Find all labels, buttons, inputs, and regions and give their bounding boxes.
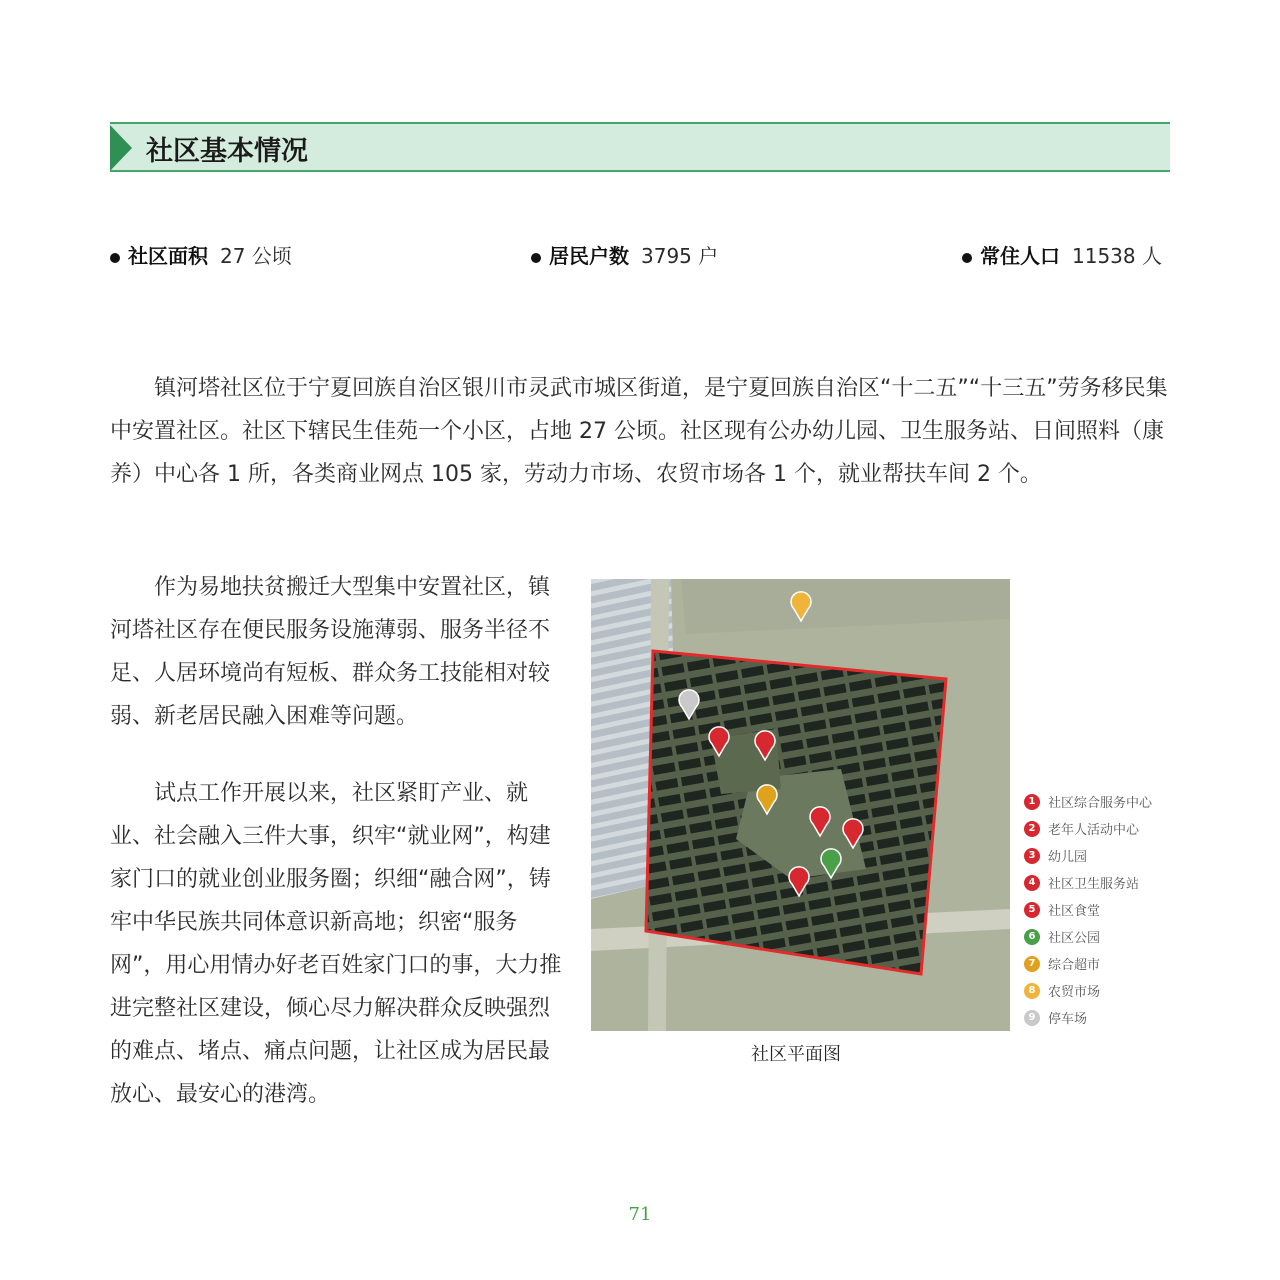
stat-households-value: 3795 户 bbox=[641, 244, 719, 268]
stat-households-label: 居民户数 bbox=[549, 244, 629, 268]
legend-marker-icon: 9 bbox=[1024, 1010, 1040, 1026]
stat-population bbox=[962, 240, 1162, 269]
legend-marker-icon: 1 bbox=[1024, 794, 1040, 810]
stat-area-value: 27 公顷 bbox=[220, 244, 292, 268]
page-number: 71 bbox=[628, 1204, 652, 1225]
legend-item: 4 社区卫生服务站 bbox=[1024, 869, 1152, 896]
legend-marker-icon: 6 bbox=[1024, 929, 1040, 945]
stat-population-value: 11538 人 bbox=[1072, 244, 1162, 268]
stat-area bbox=[110, 240, 292, 269]
legend-marker-icon: 8 bbox=[1024, 983, 1040, 999]
legend-item: 2 老年人活动中心 bbox=[1024, 815, 1152, 842]
paragraph-problems: 作为易地扶贫搬迁大型集中安置社区，镇河塔社区存在便民服务设施薄弱、服务半径不足、人居环境尚有短板、群众务工技能相对较弱、新老居民融入困难等问题。 bbox=[110, 575, 551, 729]
bullet-icon bbox=[531, 253, 541, 263]
paragraph-work: 试点工作开展以来，社区紧盯产业、就业、社会融入三件大事，织牢“就业网”，构建家门口的就业创业服务圈；织细“融合网”，铸牢中华民族共同体意识新高地；织密“服务网”，用心用情办好老百姓家门口的事，大力推进完整社区建设，倾心尽力解决群众反映强烈的难点、堵点、痛点问题，让社区成为居民最放心、最安心的港湾。 bbox=[110, 781, 562, 1107]
legend-item: 7 综合超市 bbox=[1024, 950, 1152, 977]
legend-item: 9 停车场 bbox=[1024, 1004, 1152, 1031]
legend-item: 8 农贸市场 bbox=[1024, 977, 1152, 1004]
bullet-icon bbox=[110, 253, 120, 263]
legend-marker-icon: 2 bbox=[1024, 821, 1040, 837]
legend-marker-icon: 3 bbox=[1024, 848, 1040, 864]
paragraph-intro: 镇河塔社区位于宁夏回族自治区银川市灵武市城区街道，是宁夏回族自治区“十二五”“十三五”劳务移民集中安置社区。社区下辖民生佳苑一个小区，占地 27 公顷。社区现有公办幼儿园、卫生服务站、日间照料（康养）中心各 1 所，各类商业网点 105 家，劳动力市场、农贸市场各 1 个，就业帮扶车间 2 个。 bbox=[110, 376, 1168, 487]
community-map bbox=[591, 579, 1010, 1031]
stat-population-label: 常住人口 bbox=[980, 244, 1060, 268]
section-title: 社区基本情况 bbox=[146, 136, 308, 167]
bullet-icon bbox=[962, 253, 972, 263]
map-image bbox=[591, 579, 1010, 1031]
legend-marker-icon: 7 bbox=[1024, 956, 1040, 972]
legend-item: 3 幼儿园 bbox=[1024, 842, 1152, 869]
legend-item: 5 社区食堂 bbox=[1024, 896, 1152, 923]
section-arrow-icon bbox=[110, 125, 132, 171]
legend-marker-icon: 4 bbox=[1024, 875, 1040, 891]
stat-households bbox=[531, 240, 718, 269]
section-banner bbox=[110, 122, 1170, 172]
stat-area-label: 社区面积 bbox=[128, 244, 208, 268]
legend-marker-icon: 5 bbox=[1024, 902, 1040, 918]
legend-item: 1 社区综合服务中心 bbox=[1024, 788, 1152, 815]
map-legend bbox=[1024, 788, 1152, 1031]
legend-item: 6 社区公园 bbox=[1024, 923, 1152, 950]
map-caption: 社区平面图 bbox=[751, 1044, 841, 1065]
